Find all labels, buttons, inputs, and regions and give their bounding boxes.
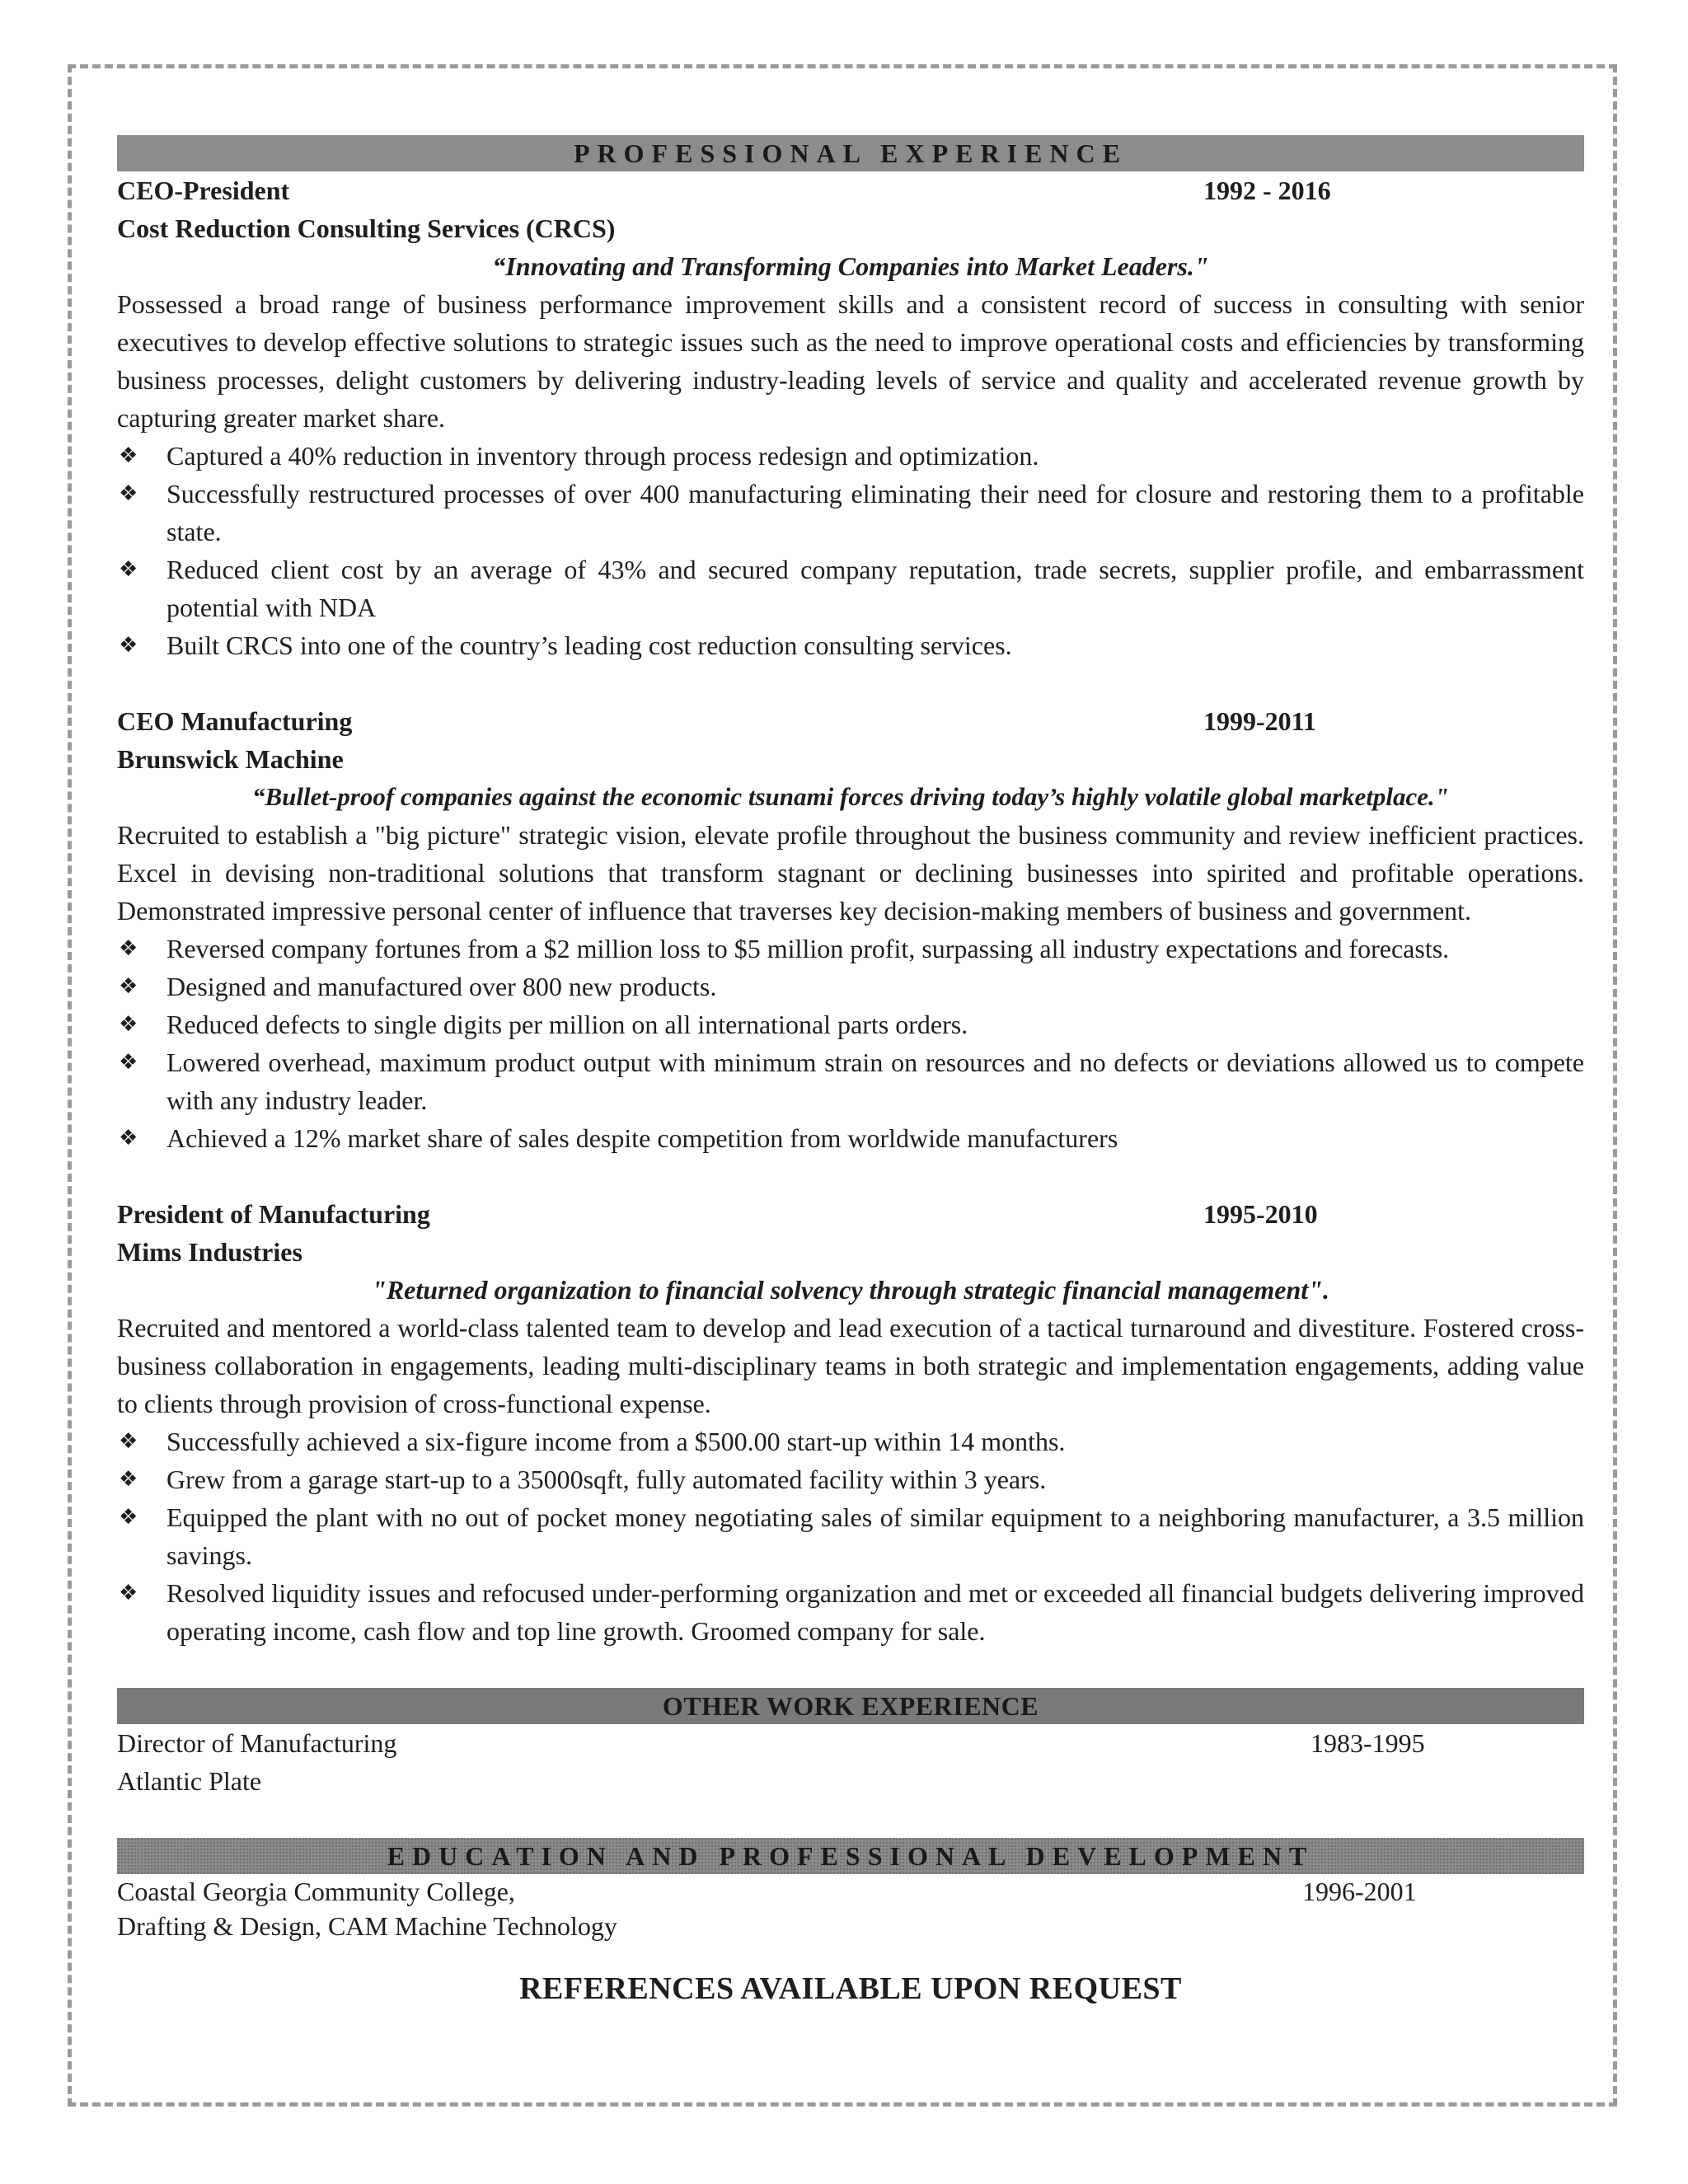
achievement-item bbox=[117, 1005, 1584, 1043]
achievement-item bbox=[117, 1043, 1584, 1119]
job-dates: 1992 - 2016 bbox=[1203, 176, 1331, 205]
job-header bbox=[117, 171, 1584, 209]
diamond-bullet-icon: ❖ bbox=[119, 1126, 138, 1151]
company-row bbox=[117, 740, 1584, 778]
education-program-row bbox=[117, 1909, 1584, 1943]
job-summary: Possessed a broad range of business performance improvement skills and a consistent record of success in consulting with senior executives to develop effective solutions to strategic issues such as the need to improve operational costs and efficiencies by transforming business processes, delight customers by delivering industry-leading levels of service and quality and accelerated revenue growth by capturing greater market share. bbox=[117, 289, 1584, 433]
education-row bbox=[117, 1874, 1584, 1909]
achievement-item bbox=[117, 551, 1584, 626]
company-row bbox=[117, 209, 1584, 247]
achievement-list bbox=[117, 1422, 1584, 1650]
achievement-item bbox=[117, 1422, 1584, 1460]
achievement-text: Lowered overhead, maximum product output with minimum strain on resources and no defects or deviations allowed us to compete with any industry leader. bbox=[166, 1047, 1584, 1115]
company-name: Brunswick Machine bbox=[117, 744, 344, 774]
other-work-row bbox=[117, 1724, 1584, 1762]
references-note: REFERENCES AVAILABLE UPON REQUEST bbox=[519, 1971, 1182, 2006]
achievement-list bbox=[117, 930, 1584, 1157]
job-entry bbox=[117, 1195, 1584, 1650]
section-heading-experience: PROFESSIONAL EXPERIENCE bbox=[117, 135, 1584, 171]
job-summary: Recruited to establish a "big picture" strategic vision, elevate profile throughout the business community and review inefficient practices. Excel in devising non-traditional solutions that transform stagnant or declining businesses into spirited and profitable operations. Demonstrated impressive personal center of influence that traverses key decision-making members of business and government. bbox=[117, 820, 1584, 926]
achievement-text: Grew from a garage start-up to a 35000sqft, fully automated facility within 3 years. bbox=[166, 1465, 1047, 1494]
job-entry bbox=[117, 702, 1584, 1157]
diamond-bullet-icon: ❖ bbox=[119, 974, 138, 999]
achievement-text: Resolved liquidity issues and refocused under-performing organization and met or exceeded all financial budgets delivering improved operating income, cash flow and top line growth. Groomed company for sale. bbox=[166, 1578, 1584, 1646]
job-header bbox=[117, 702, 1584, 740]
achievement-item bbox=[117, 626, 1584, 664]
diamond-bullet-icon: ❖ bbox=[119, 1012, 138, 1037]
job-tagline: “Bullet-proof companies against the economic tsunami forces driving today’s highly volatile global marketplace." bbox=[251, 782, 1450, 811]
achievement-item bbox=[117, 968, 1584, 1005]
other-work-title: Director of Manufacturing bbox=[117, 1728, 397, 1758]
job-summary: Recruited and mentored a world-class talented team to develop and lead execution of a tactical turnaround and divestiture. Fostered cross-business collaboration in engagements, leading multi-disciplinary teams in both strategic and implementation engagements, adding value to clients through provision of cross-functional expense. bbox=[117, 1313, 1584, 1418]
diamond-bullet-icon: ❖ bbox=[119, 633, 138, 658]
other-work-company-row bbox=[117, 1762, 1584, 1800]
job-title: President of Manufacturing bbox=[117, 1199, 430, 1229]
diamond-bullet-icon: ❖ bbox=[119, 481, 138, 506]
job-tagline: "Returned organization to financial solvency through strategic financial management". bbox=[372, 1275, 1329, 1305]
section-heading-other-work: OTHER WORK EXPERIENCE bbox=[117, 1688, 1584, 1724]
job-tagline: “Innovating and Transforming Companies into Market Leaders." bbox=[492, 251, 1209, 281]
diamond-bullet-icon: ❖ bbox=[119, 1467, 138, 1492]
diamond-bullet-icon: ❖ bbox=[119, 443, 138, 468]
job-dates: 1999-2011 bbox=[1203, 706, 1316, 736]
achievement-item bbox=[117, 930, 1584, 968]
job-dates: 1995-2010 bbox=[1203, 1199, 1318, 1229]
diamond-bullet-icon: ❖ bbox=[119, 1505, 138, 1530]
achievement-item bbox=[117, 475, 1584, 551]
achievement-text: Built CRCS into one of the country’s leading cost reduction consulting services. bbox=[166, 630, 1012, 660]
achievement-text: Designed and manufactured over 800 new products. bbox=[166, 972, 717, 1001]
achievement-text: Captured a 40% reduction in inventory through process redesign and optimization. bbox=[166, 441, 1039, 471]
job-header bbox=[117, 1195, 1584, 1233]
job-entry bbox=[117, 171, 1584, 664]
diamond-bullet-icon: ❖ bbox=[119, 1581, 138, 1605]
achievement-item bbox=[117, 1574, 1584, 1650]
job-title: CEO-President bbox=[117, 176, 290, 205]
achievement-item bbox=[117, 1498, 1584, 1574]
other-work-company: Atlantic Plate bbox=[117, 1766, 262, 1796]
company-name: Cost Reduction Consulting Services (CRCS) bbox=[117, 213, 616, 243]
education-school: Coastal Georgia Community College, bbox=[117, 1877, 515, 1906]
diamond-bullet-icon: ❖ bbox=[119, 1050, 138, 1075]
other-work-dates: 1983-1995 bbox=[1311, 1728, 1425, 1758]
achievement-text: Successfully achieved a six-figure income from a $500.00 start-up within 14 months. bbox=[166, 1427, 1066, 1456]
section-heading-education: EDUCATION AND PROFESSIONAL DEVELOPMENT bbox=[117, 1838, 1584, 1874]
education-dates: 1996-2001 bbox=[1302, 1877, 1417, 1906]
job-title: CEO Manufacturing bbox=[117, 706, 353, 736]
company-name: Mims Industries bbox=[117, 1237, 302, 1267]
education-program: Drafting & Design, CAM Machine Technology bbox=[117, 1911, 617, 1941]
diamond-bullet-icon: ❖ bbox=[119, 936, 138, 961]
achievement-item bbox=[117, 437, 1584, 475]
achievement-text: Reduced defects to single digits per million on all international parts orders. bbox=[166, 1010, 968, 1039]
diamond-bullet-icon: ❖ bbox=[119, 557, 138, 582]
resume-content bbox=[117, 135, 1584, 2009]
achievement-item bbox=[117, 1119, 1584, 1157]
achievement-text: Successfully restructured processes of over 400 manufacturing eliminating their need for closure and restoring them to a profitable state. bbox=[166, 479, 1584, 546]
achievement-list bbox=[117, 437, 1584, 664]
achievement-text: Reduced client cost by an average of 43% and secured company reputation, trade secrets, supplier profile, and embarrassment potential with NDA bbox=[166, 555, 1584, 622]
achievement-text: Reversed company fortunes from a $2 million loss to $5 million profit, surpassing all industry expectations and forecasts. bbox=[166, 934, 1450, 963]
company-row bbox=[117, 1233, 1584, 1271]
achievement-item bbox=[117, 1460, 1584, 1498]
diamond-bullet-icon: ❖ bbox=[119, 1429, 138, 1454]
achievement-text: Equipped the plant with no out of pocket money negotiating sales of similar equipment to a neighboring manufacturer, a 3.5 million savings. bbox=[166, 1502, 1584, 1570]
achievement-text: Achieved a 12% market share of sales despite competition from worldwide manufacturers bbox=[166, 1123, 1118, 1153]
